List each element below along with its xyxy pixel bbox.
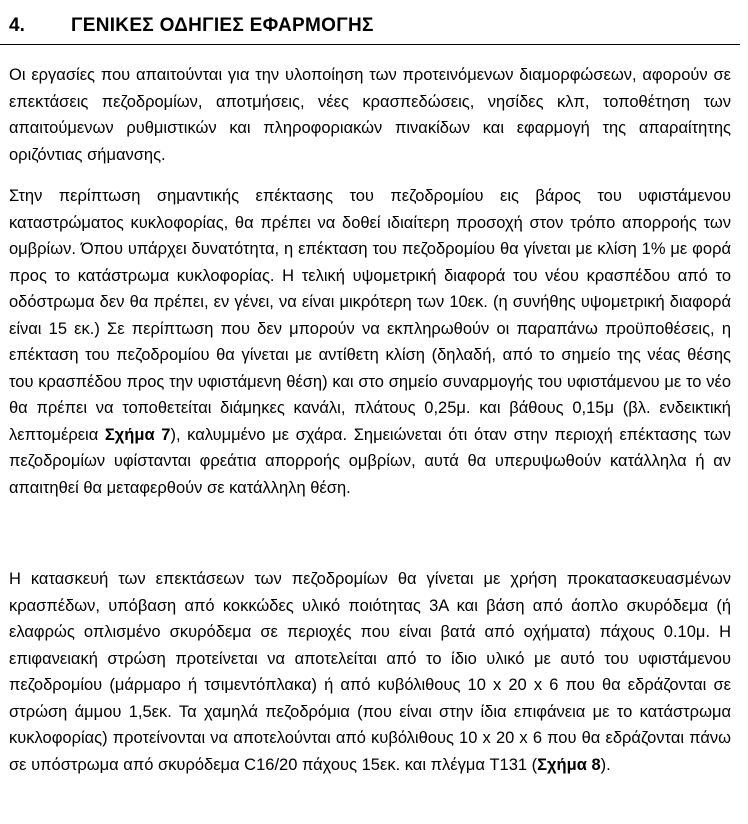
paragraph-sidewalk-extension bbox=[9, 183, 731, 501]
paragraph-text: Στην περίπτωση σημαντικής επέκτασης του πεζοδρομίου εις βάρος του υφιστάμενου καταστρώματος κυκλοφορίας, θα πρέπει να δοθεί ιδιαίτερη προσοχή στον τρόπο απορροής των ομβρίων. Όπου υπάρχει δυνατότητα, η επέκταση του πεζοδρομίου θα γίνεται με κλίση 1% με φορά προς το κατάστρωμα κυκλοφορίας. Η τελική υψομετρική διαφορά του νέου κρασπέδου από το οδόστρωμα δεν θα πρέπει, εν γένει, να είναι μικρότερη των 10εκ. (η συνήθης υψομετρική διαφορά είναι 15 εκ.) Σε περίπτωση που δεν μπορούν να εκπληρωθούν οι παραπάνω προϋποθέσεις, η επέκταση του πεζοδρομίου θα γίνεται με αντίθετη κλίση (δηλαδή, από το σημείο της νέας θέσης του κρασπέδου προς την υφιστάμενη θέση) και στο σημείο συναρμογής του υφιστάμενου με το νέο θα πρέπει να τοποθετείται διάμηκες κανάλι, πλάτους 0,25μ. και βάθους 0,15μ (βλ. ενδεικτική λεπτομέρεια bbox=[9, 187, 731, 444]
paragraph-construction bbox=[9, 566, 731, 778]
paragraph-text: Η κατασκευή των επεκτάσεων των πεζοδρομίων θα γίνεται με χρήση προκατασκευασμένων κρασπέδων, υπόβαση από κοκκώδες υλικό ποιότητας 3Α και βάση από άοπλο σκυρόδεμα (ή ελαφρώς οπλισμένο σκυρόδεμα σε περιοχές που είναι βατά από οχήματα) πάχους 0.10μ. Η επιφανειακή στρώση προτείνεται να αποτελείται από το ίδιο υλικό με αυτό του υφιστάμενου πεζοδρομίου (μάρμαρο ή τσιμεντόπλακα) ή από κυβόλιθους 10 x 20 x 6 που θα εδράζονται σε στρώση άμμου 1,5εκ. Τα χαμηλά πεζοδρόμια (που είναι στην ίδια επιφάνεια με το κατάστρωμα κυκλοφορίας) προτείνονται να αποτελούνται από κυβόλιθους 10 x 20 x 6 που θα εδράζονται πάνω σε υπόστρωμα από σκυρόδεμα C16/20 πάχους 15εκ. και πλέγμα T131 ( bbox=[9, 570, 731, 774]
paragraph-text: Οι εργασίες που απαιτούνται για την υλοποίηση των προτεινόμενων διαμορφώσεων, αφορούν σε επεκτάσεις πεζοδρομίων, αποτμήσεις, νέες κρασπεδώσεις, νησίδες κλπ, τοποθέτηση των απαιτούμενων ρυθμιστικών και πληροφοριακών πινακίδων και εφαρμογή της απαραίτητης οριζόντιας σήμανσης. bbox=[9, 66, 731, 164]
paragraph-general-works bbox=[9, 62, 731, 168]
figure-reference-7: Σχήμα 7 bbox=[104, 425, 171, 444]
paragraph-text: ). bbox=[600, 755, 611, 774]
section-title: ΓΕΝΙΚΕΣ ΟΔΗΓΙΕΣ ΕΦΑΡΜΟΓΗΣ bbox=[71, 15, 374, 36]
section-number: 4. bbox=[9, 15, 25, 36]
figure-reference-8: Σχήμα 8 bbox=[537, 755, 601, 774]
paragraph-text: ), καλυμμένο με σχάρα. Σημειώνεται ότι όταν στην περιοχή επέκτασης των πεζοδρομίων υφίστανται φρεάτια απορροής ομβρίων, αυτά θα υπερυψωθούν κατάλληλα ή αν απαιτηθεί θα μεταφερθούν σε κατάλληλη θέση. bbox=[9, 425, 731, 497]
section-heading bbox=[0, 0, 740, 45]
